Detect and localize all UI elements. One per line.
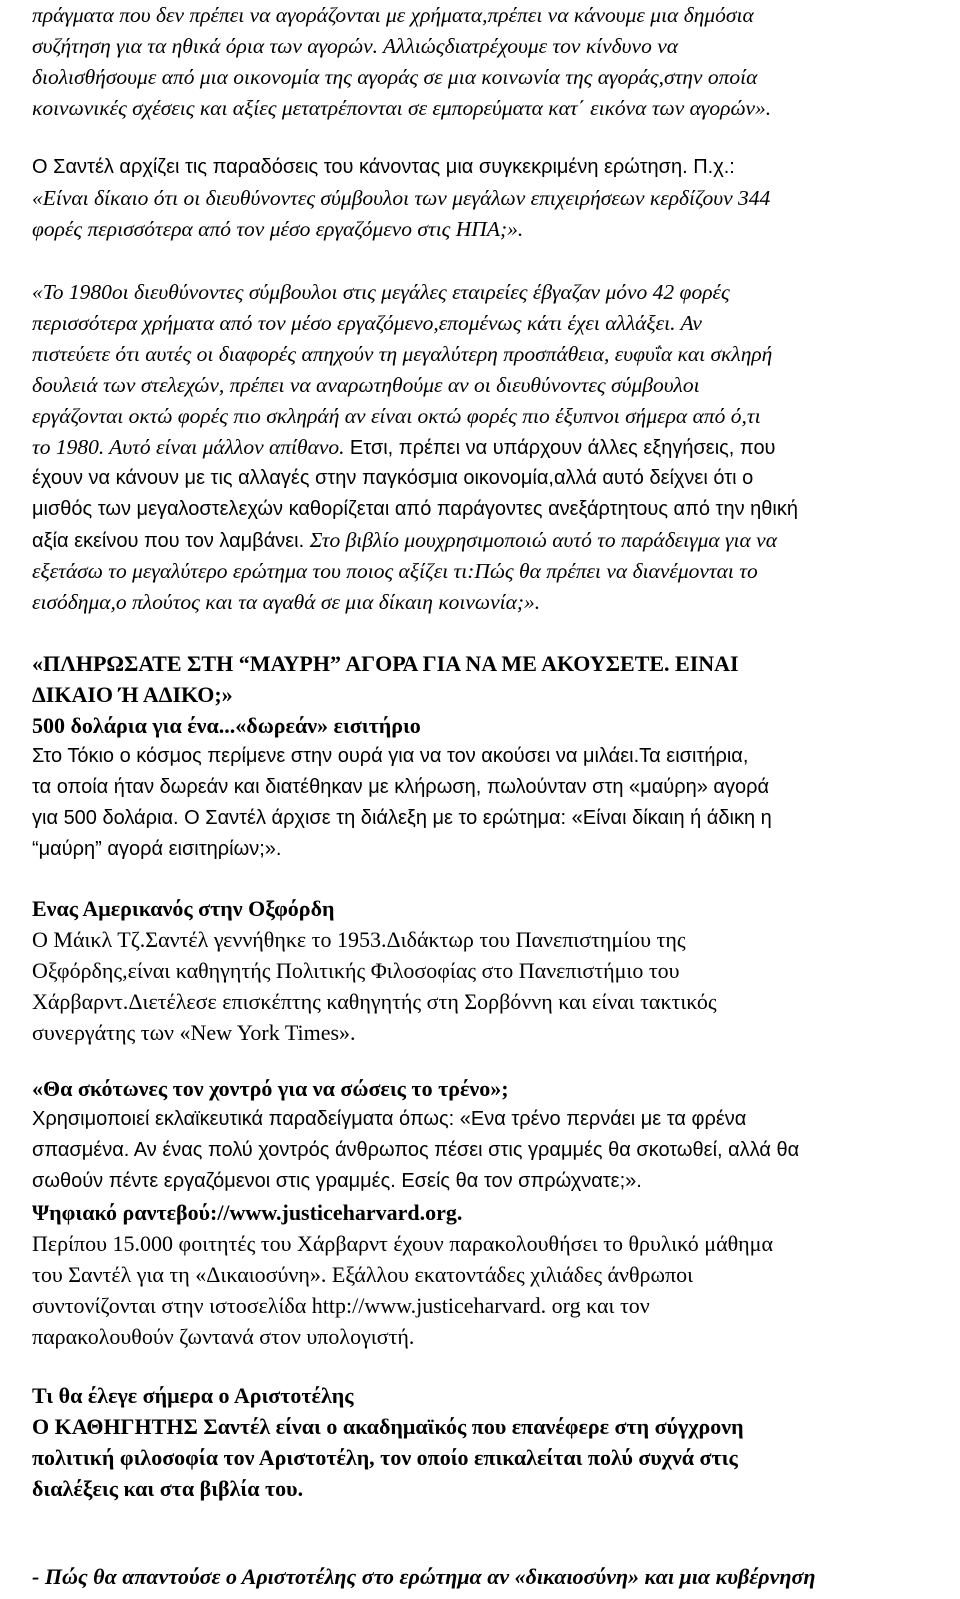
text-line: μισθός των μεγαλοστελεχών καθορίζεται από παράγοντες ανεξάρτητους από την ηθική <box>32 498 798 520</box>
text-segment: αξία εκείνου που τον λαμβάνει. <box>32 530 310 552</box>
text-line <box>32 525 942 556</box>
closing-question-line: - Πώς θα απαντούσε ο Αριστοτέλης στο ερώτημα αν «δικαιοσύνη» και μια κυβέρνηση <box>32 1564 816 1589</box>
question-lead: Ο Σαντέλ αρχίζει τις παραδόσεις του κάνοντας μια συγκεκριμένη ερώτηση. Π.χ.: <box>32 156 735 178</box>
text-line: δουλειά των στελεχών, πρέπει να αναρωτηθούμε αν οι διευθύνοντες σύμβουλοι <box>32 373 700 397</box>
text-line: «Το 1980οι διευθύνοντες σύμβουλοι στις μεγάλες εταιρείες έβγαζαν μόνο 42 φορές <box>32 280 730 304</box>
text-line: Ο ΚΑΘΗΓΗΤΗΣ Σαντέλ είναι ο ακαδημαϊκός που επανέφερε στη σύγχρονη <box>32 1414 744 1439</box>
text-line: εργάζονται οκτώ φορές πιο σκληράή αν είναι οκτώ φορές πιο έξυπνοι σήμερα από ό,τι <box>32 404 761 428</box>
question-quote-line: φορές περισσότερα από τον μέσο εργαζόμενο στις ΗΠΑ;». <box>32 217 524 241</box>
text-line: Ο Μάικλ Τζ.Σαντέλ γεννήθηκε το 1953.Διδάκτωρ του Πανεπιστημίου της <box>32 927 686 952</box>
text-line: παρακολουθούν ζωντανά στον υπολογιστή. <box>32 1324 415 1349</box>
question-quote-line: «Είναι δίκαιο ότι οι διευθύνοντες σύμβουλοι των μεγάλων επιχειρήσεων κερδίζουν 344 <box>32 186 771 210</box>
text-line: Περίπου 15.000 φοιτητές του Χάρβαρντ έχουν παρακολουθήσει το θρυλικό μάθημα <box>32 1231 773 1256</box>
ceo-paragraph <box>32 277 942 618</box>
text-line: πιστεύετε ότι αυτές οι διαφορές απηχούν τη μεγαλύτερη προσπάθεια, ευφυΐα και σκληρή <box>32 342 773 366</box>
digital-heading: Ψηφιακό ραντεβού://www.justiceharvard.org. <box>32 1200 463 1225</box>
text-line: του Σαντέλ για τη «Δικαιοσύνη». Εξάλλου εκατοντάδες χιλιάδες άνθρωποι <box>32 1262 694 1287</box>
text-line <box>32 432 942 463</box>
intro-quote-end <box>32 0 942 124</box>
text-line: εισόδημα,ο πλούτος και τα αγαθά σε μια δίκαιη κοινωνία;». <box>32 590 541 614</box>
section-heading-line: «ΠΛΗΡΩΣΑΤΕ ΣΤΗ “ΜΑΥΡΗ” ΑΓΟΡΑ ΓΙΑ ΝΑ ΜΕ ΑΚΟΥΣΕΤΕ. ΕΙΝΑΙ <box>32 651 739 676</box>
text-line: Οξφόρδης,είναι καθηγητής Πολιτικής Φιλοσοφίας στο Πανεπιστήμιο του <box>32 958 680 983</box>
section-heading: Ενας Αμερικανός στην Οξφόρδη <box>32 896 335 921</box>
text-line: συζήτηση για τα ηθικά όρια των αγορών. Αλλιώςδιατρέχουμε τον κίνδυνο να <box>32 34 679 58</box>
american-oxford-section <box>32 893 942 1048</box>
text-line: συνεργάτης των «New York Times». <box>32 1020 356 1045</box>
text-line: διαλέξεις και στα βιβλία του. <box>32 1476 304 1501</box>
text-segment: Ετσι, πρέπει να υπάρχουν άλλες εξηγήσεις, που <box>349 437 776 459</box>
closing-question <box>32 1561 942 1592</box>
question-intro <box>32 152 942 245</box>
text-line: εξετάσω το μεγαλύτερο ερώτημα του ποιος αξίζει τι:Πώς θα πρέπει να διανέμονται το <box>32 559 758 583</box>
section-heading: Τι θα έλεγε σήμερα ο Αριστοτέλης <box>32 1383 354 1408</box>
text-segment: το 1980. Αυτό είναι μάλλον απίθανο. <box>32 435 350 459</box>
text-line: σπασμένα. Αν ένας πολύ χοντρός άνθρωπος πέσει στις γραμμές θα σκοτωθεί, αλλά θα <box>32 1139 800 1161</box>
text-line: περισσότερα χρήματα από τον μέσο εργαζόμενο,επομένως κάτι έχει αλλάξει. Αν <box>32 311 702 335</box>
text-segment: Στο βιβλίο μουχρησιμοποιώ αυτό το παράδειγμα για να <box>309 528 777 552</box>
text-line: συντονίζονται στην ιστοσελίδα http://www.justiceharvard. org και τον <box>32 1293 650 1318</box>
text-line: για 500 δολάρια. Ο Σαντέλ άρχισε τη διάλεξη με το ερώτημα: «Είναι δίκαιη ή άδικη η <box>32 807 772 829</box>
text-line: “μαύρη” αγορά εισιτηρίων;». <box>32 838 282 860</box>
text-line: Χρησιμοποιεί εκλαϊκευτικά παραδείγματα όπως: «Ενα τρένο περνάει με τα φρένα <box>32 1108 747 1130</box>
section-heading: «Θα σκότωνες τον χοντρό για να σώσεις το τρένο»; <box>32 1076 509 1101</box>
text-line: πράγματα που δεν πρέπει να αγοράζονται με χρήματα,πρέπει να κάνουμε μια δημόσια <box>32 3 754 27</box>
text-line: Χάρβαρντ.Διετέλεσε επισκέπτης καθηγητής στη Σορβόννη και είναι τακτικός <box>32 989 717 1014</box>
text-line: κοινωνικές σχέσεις και αξίες μετατρέπονται σε εμπορεύματα κατ΄ εικόνα των αγορών». <box>32 96 772 120</box>
section-subheading: 500 δολάρια για ένα...«δωρεάν» εισιτήριο <box>32 713 421 738</box>
train-section <box>32 1073 942 1352</box>
section-heading-line: ΔΙΚΑΙΟ Ή ΑΔΙΚΟ;» <box>32 682 233 707</box>
text-line: πολιτική φιλοσοφία τον Αριστοτέλη, τον οποίο επικαλείται πολύ συχνά στις <box>32 1445 738 1470</box>
aristotle-section <box>32 1380 942 1504</box>
text-line: τα οποία ήταν δωρεάν και διατέθηκαν με κλήρωση, πωλούνταν στη «μαύρη» αγορά <box>32 776 770 798</box>
text-line: διολισθήσουμε από μια οικονομία της αγοράς σε μια κοινωνία της αγοράς,στην οποία <box>32 65 758 89</box>
text-line: σωθούν πέντε εργαζόμενοι στις γραμμές. Εσείς θα τον σπρώχνατε;». <box>32 1170 642 1192</box>
text-line: Στο Τόκιο ο κόσμος περίμενε στην ουρά για να τον ακούσει να μιλάει.Τα εισιτήρια, <box>32 745 749 767</box>
black-market-section <box>32 648 942 865</box>
text-line: έχουν να κάνουν με τις αλλαγές στην παγκόσμια οικονομία,αλλά αυτό δείχνει ότι ο <box>32 467 754 489</box>
